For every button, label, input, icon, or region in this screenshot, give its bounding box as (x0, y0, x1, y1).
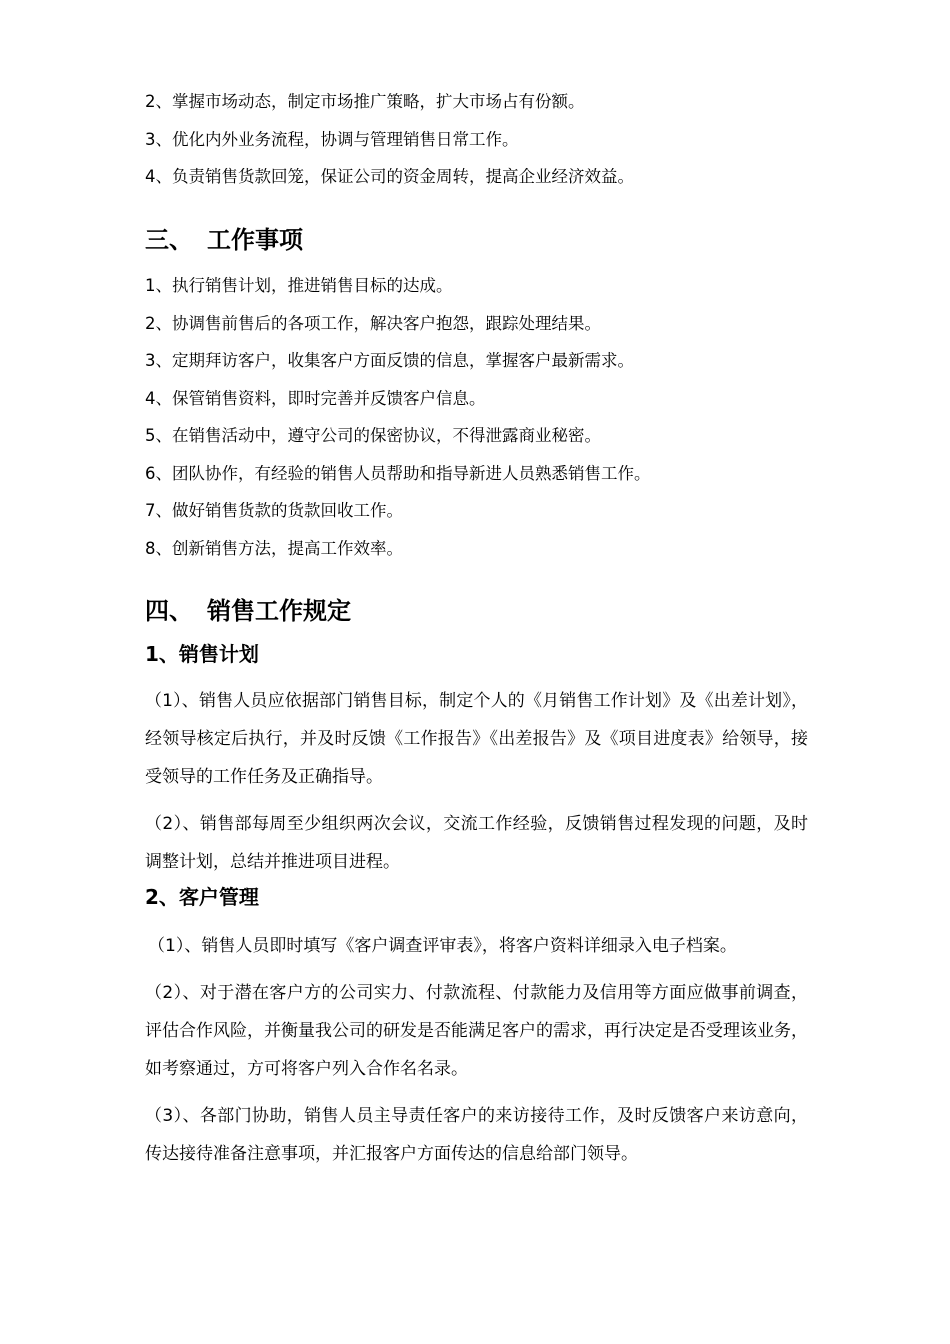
paragraph: （2）、销售部每周至少组织两次会议，交流工作经验，反馈销售过程发现的问题，及时调整计划，总结并推进项目进程。 (145, 813, 808, 872)
subsection-heading-customer-management: 2、客户管理 (145, 884, 259, 909)
paragraph: （1）、销售人员应依据部门销售目标，制定个人的《月销售工作计划》及《出差计划》，经领导核定后执行，并及时反馈《工作报告》《出差报告》及《项目进度表》给领导，接受领导的工作任务及正确指导。 (145, 690, 808, 787)
paragraph: （1）、销售人员即时填写《客户调查评审表》，将客户资料详细录入电子档案。 (148, 935, 737, 956)
list-item: 4、负责销售货款回笼，保证公司的资金周转，提高企业经济效益。 (145, 167, 634, 186)
list-item: 8、创新销售方法，提高工作效率。 (145, 538, 403, 558)
section-title: 工作事项 (207, 226, 303, 254)
section-title: 销售工作规定 (207, 596, 351, 625)
section-heading-sales-rules (145, 596, 808, 626)
paragraph: （2）、对于潜在客户方的公司实力、付款流程、付款能力及信用等方面应做事前调查，评估合作风险，并衡量我公司的研发是否能满足客户的需求，再行决定是否受理该业务，如考察通过，方可将客户列入合作名名录。 (145, 982, 808, 1079)
section-number: 三、 (145, 226, 193, 254)
list-item: 1、执行销售计划，推进销售目标的达成。 (145, 276, 453, 295)
section-number: 四、 (145, 596, 193, 625)
paragraph: （3）、各部门协助，销售人员主导责任客户的来访接待工作，及时反馈客户来访意向，传达接待准备注意事项，并汇报客户方面传达的信息给部门领导。 (145, 1105, 808, 1164)
list-item: 4、保管销售资料，即时完善并反馈客户信息。 (145, 388, 486, 408)
subsection-heading-sales-plan: 1、销售计划 (145, 641, 259, 666)
list-item: 2、掌握市场动态，制定市场推广策略，扩大市场占有份额。 (145, 92, 585, 111)
list-item: 2、协调售前售后的各项工作，解决客户抱怨，跟踪处理结果。 (145, 313, 601, 333)
section-heading-work-items (145, 225, 808, 255)
list-item: 6、团队协作，有经验的销售人员帮助和指导新进人员熟悉销售工作。 (145, 463, 651, 483)
list-item: 3、优化内外业务流程，协调与管理销售日常工作。 (145, 129, 519, 149)
list-item: 3、定期拜访客户，收集客户方面反馈的信息，掌握客户最新需求。 (145, 351, 634, 370)
list-item: 7、做好销售货款的货款回收工作。 (145, 501, 403, 520)
list-item: 5、在销售活动中，遵守公司的保密协议，不得泄露商业秘密。 (145, 426, 601, 445)
